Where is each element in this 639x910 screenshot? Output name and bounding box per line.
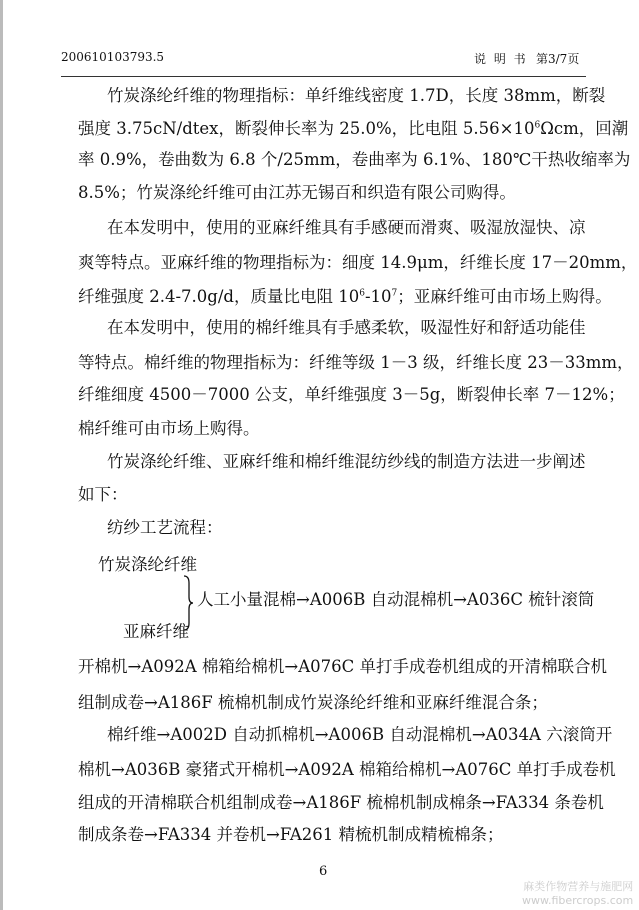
- text-line: 在本发明中，使用的亚麻纤维具有手感硬而滑爽、吸湿放湿快、凉: [107, 218, 586, 237]
- text-line: 棉机→A036B 豪猪式开棉机→A092A 棉箱给棉机→A076C 单打手成卷机: [78, 760, 616, 779]
- text-line: 爽等特点。亚麻纤维的物理指标为：细度 14.9μm，纤维长度 17－20mm，: [78, 253, 638, 272]
- flow-step: 人工小量混棉→A006B 自动混棉机→A036C 梳针滚筒: [197, 590, 595, 609]
- text-line: 开棉机→A092A 棉箱给棉机→A076C 单打手成卷机组成的开清棉联合机: [78, 657, 607, 676]
- text-line: 制成条卷→FA334 并卷机→FA261 精梳机制成精梳棉条；: [78, 825, 504, 844]
- flow-input-bamboo-polyester: 竹炭涤纶纤维: [98, 555, 197, 574]
- text-line: 竹炭涤纶纤维、亚麻纤维和棉纤维混纺纱线的制造方法进一步阐述: [107, 452, 586, 471]
- text-line: 棉纤维→A002D 自动抓棉机→A006B 自动混棉机→A034A 六滚筒开: [107, 725, 613, 744]
- text-line: 在本发明中，使用的棉纤维具有手感柔软，吸湿性好和舒适功能佳: [107, 318, 586, 337]
- text-line: 8.5%；竹炭涤纶纤维可由江苏无锡百和织造有限公司购得。: [78, 183, 516, 202]
- page-of: 第3/7页: [536, 52, 580, 66]
- text-line: 纺纱工艺流程：: [107, 518, 223, 537]
- text-line: 如下：: [78, 485, 128, 504]
- text-line: 纤维强度 2.4-7.0g/d，质量比电阻 $10^6-10^7$；亚麻纤维可由市场上购得。: [78, 287, 612, 306]
- text-line: 组制成卷→A186F 梳棉机制成竹炭涤纶纤维和亚麻纤维混合条；: [78, 693, 548, 712]
- flow-input-flax: 亚麻纤维: [123, 622, 189, 641]
- text-line: 强度 3.75cN/dtex，断裂伸长率为 25.0%，比电阻 $5.56\times 10^6\Omega cm$，回潮: [78, 119, 629, 138]
- page-number: 6: [319, 864, 328, 879]
- watermark: [522, 880, 633, 908]
- header-rule: [61, 76, 586, 77]
- watermark-title: 麻类作物营养与施肥网: [523, 880, 634, 893]
- watermark-url: www.fibercrops.com: [522, 894, 634, 907]
- page-edge: [0, 0, 3, 910]
- text-line: 组成的开清棉联合机组制成卷→A186F 梳棉机制成棉条→FA334 条卷机: [78, 793, 604, 812]
- text-line: 棉纤维可由市场上购得。: [78, 419, 260, 438]
- text-line: 纤维细度 4500－7000 公支，单纤维强度 3－5g，断裂伸长率 7－12%；: [78, 385, 625, 404]
- text-line: 竹炭涤纶纤维的物理指标：单纤维线密度 1.7D，长度 38mm，断裂: [107, 86, 606, 105]
- text-line: 率 0.9%，卷曲数为 6.8 个/25mm，卷曲率为 6.1%、180℃干热收缩率为: [78, 150, 631, 169]
- patent-number: 200610103793.5: [61, 50, 165, 64]
- document-type: 说 明 书: [474, 52, 528, 66]
- text-line: 等特点。棉纤维的物理指标为：纤维等级 1－3 级，纤维长度 23－33mm，: [78, 353, 634, 372]
